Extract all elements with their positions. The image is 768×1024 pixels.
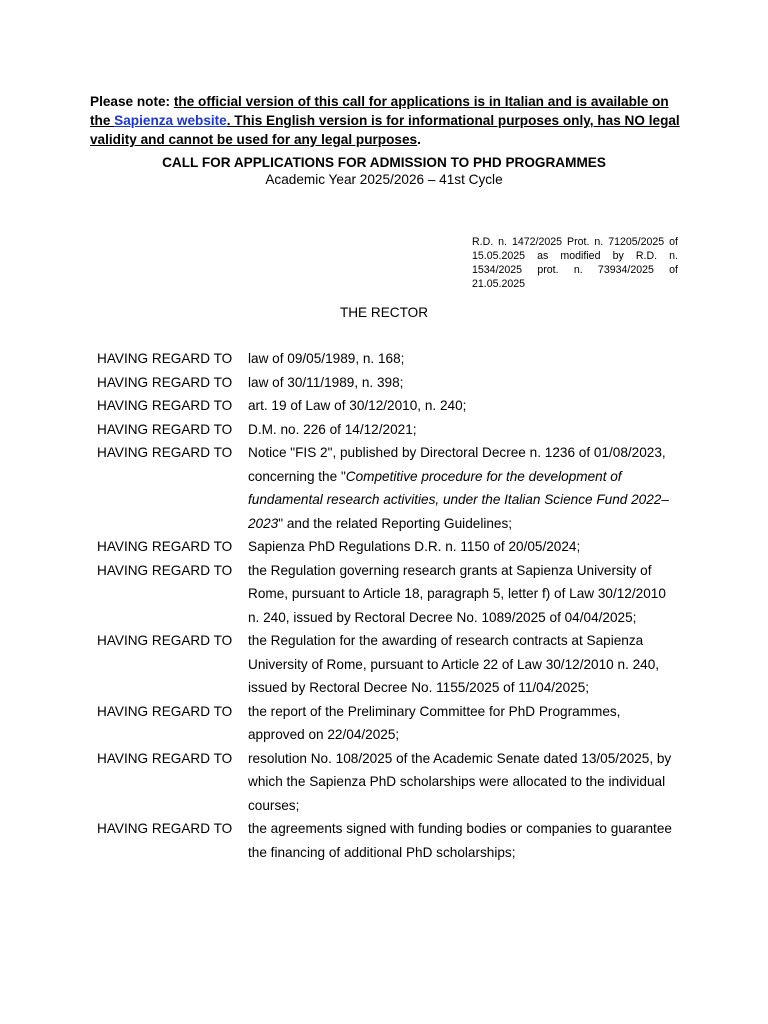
regard-row [97,747,697,818]
rector-heading: THE RECTOR [339,305,429,320]
regard-label: HAVING REGARD TO [97,633,233,648]
regard-row [97,535,697,559]
regard-text [248,441,676,535]
regard-label: HAVING REGARD TO [97,374,233,390]
notice-lead: Please note: [90,94,174,109]
regard-text: law of 09/05/1989, n. 168; [248,351,405,366]
regard-label: HAVING REGARD TO [97,821,233,836]
notice-end: . [417,132,421,147]
regard-text: law of 30/11/1989, n. 398; [248,374,404,390]
notice-official-version: the official version of this call for applications is in Italian and is available on the [90,94,669,128]
regard-label: HAVING REGARD TO [97,398,233,413]
fis2-notice-text: Notice "FIS 2", published by Directoral Decree n. 1236 of 01/08/2023, concerning the " [248,445,666,484]
regard-text: the Regulation governing research grants at Sapienza University of Rome, pursuant to Article 18, paragraph 5, letter f) of Law 30/12/2010 n. 240, issued by Rectoral Decree No. 1089/2025 of 04/04/2025; [248,562,666,625]
regard-label: HAVING REGARD TO [97,750,233,766]
regard-row [97,394,697,418]
regard-row [97,700,697,747]
regard-row [97,817,697,864]
regard-text: the report of the Preliminary Committee for PhD Programmes, approved on 22/04/2025; [248,703,621,742]
regard-row [97,629,697,700]
regard-text: art. 19 of Law of 30/12/2010, n. 240; [248,398,467,413]
fis2-procedure-title: Competitive procedure for the development of fundamental research activities, under the Italian Science Fund 2022–2023 [248,468,669,531]
sapienza-website-link[interactable]: Sapienza website [114,113,227,128]
regard-row [97,371,697,395]
regard-text: Sapienza PhD Regulations D.R. n. 1150 of 20/05/2024; [248,539,581,554]
disclaimer-notice [90,92,690,149]
document-title [90,154,678,188]
regard-text: the Regulation for the awarding of research contracts at Sapienza University of Rome, pursuant to Article 22 of Law 30/12/2010 n. 240, issued by Rectoral Decree No. 1155/2025 of 11/04/2025; [248,633,660,695]
call-title: CALL FOR APPLICATIONS FOR ADMISSION TO PHD PROGRAMMES [162,155,606,170]
regard-label: HAVING REGARD TO [97,421,233,437]
regard-row [97,559,697,630]
regard-row [97,418,697,442]
regard-label: HAVING REGARD TO [97,445,233,460]
regard-text: the agreements signed with funding bodies or companies to guarantee the financing of additional PhD scholarships; [248,821,672,860]
fis2-notice-end: " and the related Reporting Guidelines; [278,515,513,531]
notice-informational-only: . This English version is for informational purposes only, has NO legal validity and cannot be used for any legal purposes [90,113,680,147]
decree-reference: R.D. n. 1472/2025 Prot. n. 71205/2025 of 15.05.2025 as modified by R.D. n. 1534/2025 prot. n. 73934/2025 of 21.05.2025 [472,236,678,290]
having-regard-list [97,347,697,864]
regard-label: HAVING REGARD TO [97,562,233,578]
regard-row [97,441,697,535]
regard-row [97,347,697,371]
regard-label: HAVING REGARD TO [97,539,233,554]
regard-text: D.M. no. 226 of 14/12/2021; [248,421,417,437]
regard-text: resolution No. 108/2025 of the Academic Senate dated 13/05/2025, by which the Sapienza PhD scholarships were allocated to the individual courses; [248,750,672,813]
regard-label: HAVING REGARD TO [97,703,233,719]
regard-label: HAVING REGARD TO [97,351,233,366]
academic-year: Academic Year 2025/2026 – 41st Cycle [265,172,503,187]
